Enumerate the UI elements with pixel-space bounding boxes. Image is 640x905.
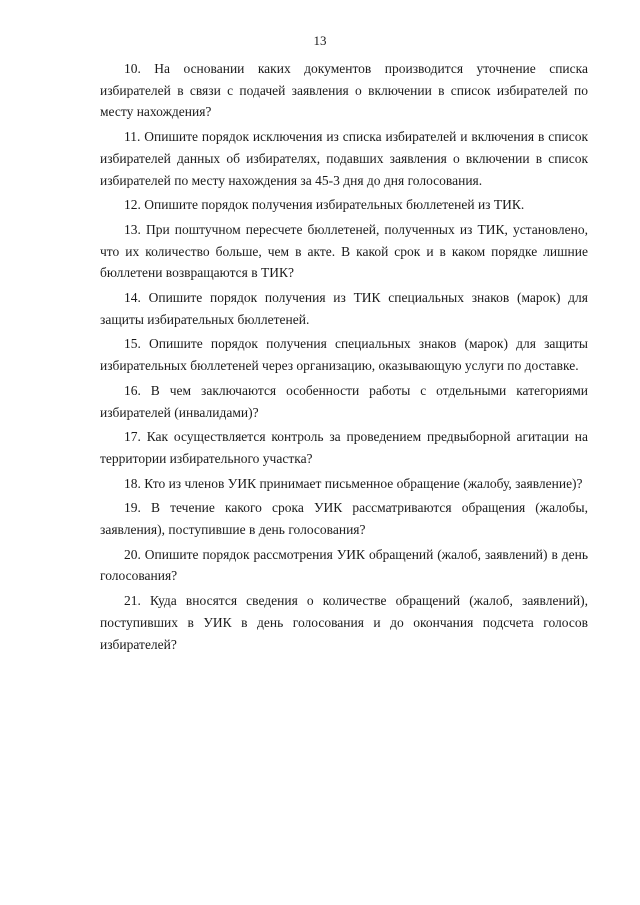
question-20: 20. Опишите порядок рассмотрения УИК обращений (жалоб, заявлений) в день голосования? xyxy=(100,546,588,584)
page-number: 13 xyxy=(313,33,327,48)
question-17: 17. Как осуществляется контроль за проведением предвыборной агитации на территории избирательного участка? xyxy=(100,429,588,466)
question-14: 14. Опишите порядок получения из ТИК специальных знаков (марок) для защиты избирательных бюллетеней. xyxy=(100,290,588,327)
question-13: 13. При поштучном пересчете бюллетеней, полученных из ТИК, установлено, что их количество больше, чем в акте. В какой срок и в каком порядке лишние бюллетени возвращаются в ТИК? xyxy=(100,221,588,281)
question-16: 16. В чем заключаются особенности работы с отдельными категориями избирателей (инвалидами)? xyxy=(100,382,588,420)
question-18: 18. Кто из членов УИК принимает письменное обращение (жалобу, заявление)? xyxy=(124,475,583,491)
question-11: 11. Опишите порядок исключения из списка избирателей и включения в список избирателей данных об избирателях, подавших заявления о включении в список избирателей по месту нахождения за 45-3 дня до дня голосования. xyxy=(100,129,588,188)
question-10: 10. На основании каких документов производится уточнение списка избирателей в связи с подачей заявления о включении в список избирателей по месту нахождения? xyxy=(100,61,588,120)
question-12: 12. Опишите порядок получения избирательных бюллетеней из ТИК. xyxy=(124,197,525,213)
question-19: 19. В течение какого срока УИК рассматриваются обращения (жалобы, заявления), поступившие в день голосования? xyxy=(100,500,588,538)
question-list xyxy=(100,58,588,658)
question-15: 15. Опишите порядок получения специальных знаков (марок) для защиты избирательных бюллетеней через организацию, оказывающую услуги по доставке. xyxy=(100,336,588,374)
question-21: 21. Куда вносятся сведения о количестве обращений (жалоб, заявлений), поступивших в УИК в день голосования и до окончания подсчета голосов избирателей? xyxy=(100,593,588,652)
